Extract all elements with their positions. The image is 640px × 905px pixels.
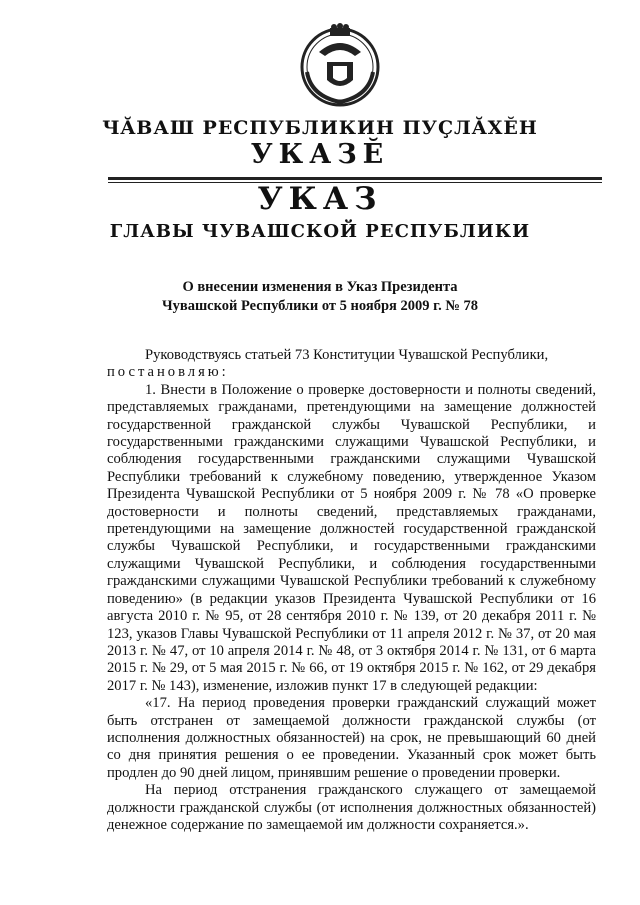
paragraph-preamble: Руководствуясь статьей 73 Конституции Чувашской Республики, — [145, 347, 549, 363]
title-line-2: Чувашской Республики от 5 ноября 2009 г. № 78 — [161, 298, 479, 314]
document-body — [107, 347, 596, 834]
header-glava: ГЛАВЫ ЧУВАШСКОЙ РЕСПУБЛИКИ — [109, 221, 531, 242]
header-ukaz: УКАЗ — [257, 181, 383, 217]
coat-of-arms-emblem-icon — [297, 22, 383, 108]
paragraph-item-17: «17. На период проведения проверки гражданский служащий может быть отстранен от замещаемой должности гражданской службы (от исполнения должностных обязанностей) на срок, не превышающий 60 дней со дня принятия решения о ее проведении. Указанный срок может быть продлен до 90 дней лицом, принявшим решение о проведении проверки. — [107, 695, 596, 781]
header-divider-thick — [108, 177, 602, 180]
paragraph-resolve: постановляю: — [107, 364, 229, 381]
document-title — [0, 278, 640, 316]
title-line-1: О внесении изменения в Указ Президента — [182, 279, 458, 295]
header-chuvash-ukaz: УКАЗĔ — [250, 139, 390, 170]
header-chuvash-line: ЧĂВАШ РЕСПУБЛИКИН ПУÇЛĂХĔН — [102, 117, 538, 139]
paragraph-item-1: 1. Внести в Положение о проверке достоверности и полноты сведений, представляемых гражданами, претендующими на замещение должностей государственной гражданской службы Чувашской Республики, и государственными гражданскими служащими Чувашской Республики, и соблюдения государственными гражданскими служащими Чувашской Республики требований к служебному поведению, утвержденное Указом Президента Чувашской Республики от 5 ноября 2009 г. № 78 «О проверке достоверности и полноты сведений, представляемых гражданами, претендующими на замещение должностей государственной гражданской службы Чувашской Республики, и государственными гражданскими служащими Чувашской Республики, и соблюдения государственными гражданскими служащими Чувашской Республики требований к служебному поведению» (в редакции указов Президента Чувашской Республики от 16 августа 2010 г. № 95, от 28 сентября 2010 г. № 139, от 20 декабря 2011 г. № 123, указов Главы Чувашской Республики от 11 апреля 2012 г. № 37, от 20 мая 2013 г. № 47, от 10 апреля 2014 г. № 48, от 3 октября 2014 г. № 131, от 6 марта 2015 г. № 29, от 5 мая 2015 г. № 66, от 19 октября 2015 г. № 162, от 29 декабря 2017 г. № 143), изменение, изложив пункт 17 в следующей редакции: — [107, 381, 596, 694]
paragraph-suspension: На период отстранения гражданского служащего от замещаемой должности гражданской службы (от исполнения должностных обязанностей) денежное содержание по замещаемой им должности сохраняется.». — [107, 782, 596, 833]
